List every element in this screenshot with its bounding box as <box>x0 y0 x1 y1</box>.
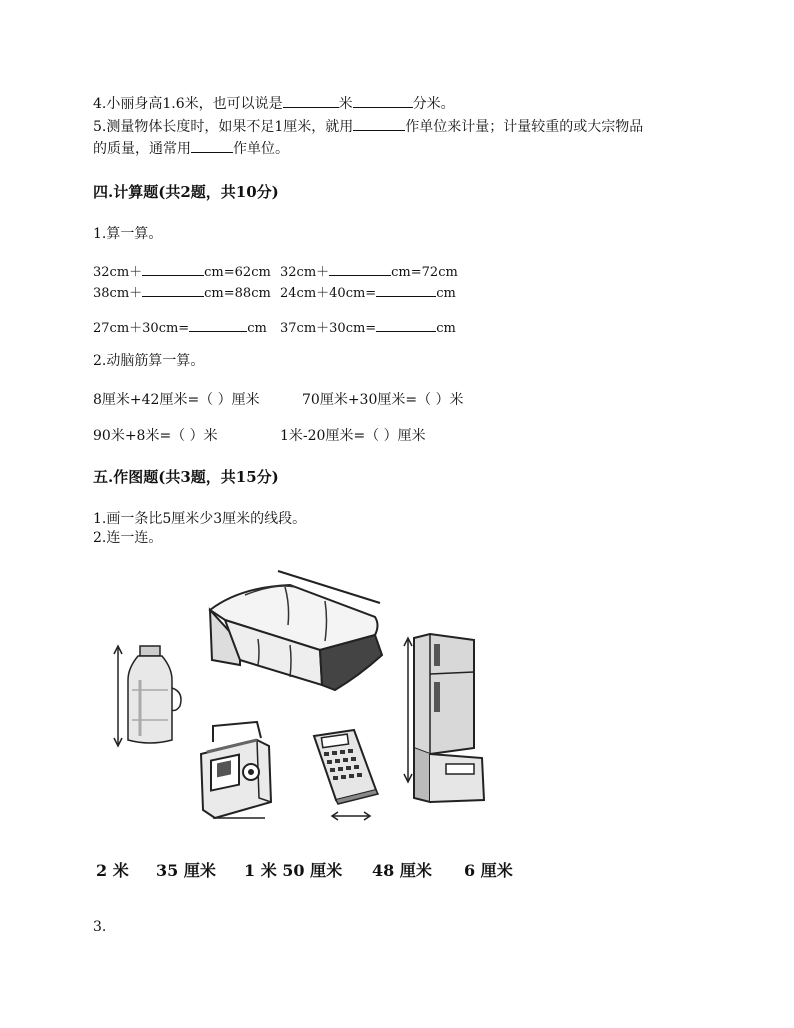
refrigerator-picture <box>400 630 490 810</box>
answer-blank[interactable] <box>353 94 413 108</box>
radio-picture <box>195 714 275 824</box>
draw-q1: 1.画一条比5厘米少3厘米的线段。 <box>93 511 307 527</box>
sofa-picture <box>200 565 390 695</box>
section-five-heading: 五.作图题(共3题，共15分) <box>93 468 279 486</box>
answer-blank[interactable] <box>191 139 233 153</box>
length-option[interactable]: 2 米 <box>96 861 129 880</box>
answer-blank[interactable] <box>329 262 391 276</box>
calc-row2-right: 24cm＋40cm= cm <box>280 282 456 301</box>
bottle-picture <box>110 640 185 750</box>
calc-q2-item: 90米+8米=（ ）米 <box>93 428 218 444</box>
calc-q2-label: 2.动脑筋算一算。 <box>93 353 205 369</box>
draw-q2: 2.连一连。 <box>93 530 163 546</box>
question-5-cont: 的质量，通常用 作单位。 <box>93 141 289 157</box>
question-5: 5.测量物体长度时，如果不足1厘米，就用 作单位来计量；计量较重的或大宗物品 <box>93 119 644 135</box>
length-option[interactable]: 6 厘米 <box>464 861 513 880</box>
calc-q2-item: 1米-20厘米=（ ）厘米 <box>280 428 426 444</box>
length-option[interactable]: 1 米 50 厘米 <box>244 861 343 880</box>
calc-row3-right: 37cm＋30cm= cm <box>280 317 456 336</box>
answer-blank[interactable] <box>353 117 405 131</box>
calculator-picture <box>310 726 380 821</box>
calc-q2-item: 8厘米+42厘米=（ ）厘米 <box>93 392 260 408</box>
answer-blank[interactable] <box>189 318 247 332</box>
length-option[interactable]: 48 厘米 <box>372 861 432 880</box>
answer-blank[interactable] <box>142 283 204 297</box>
calc-row3-left: 27cm＋30cm= cm <box>93 317 267 336</box>
calc-q1-label: 1.算一算。 <box>93 226 163 242</box>
calc-row1-right: 32cm＋ cm=72cm <box>280 261 458 280</box>
calc-q2-item: 70厘米+30厘米=（ ）米 <box>302 392 464 408</box>
calc-row1-left: 32cm＋ cm=62cm <box>93 261 271 280</box>
answer-blank[interactable] <box>142 262 204 276</box>
question-4: 4.小丽身高1.6米，也可以说是 米 分米。 <box>93 96 455 112</box>
section-four-heading: 四.计算题(共2题，共10分) <box>93 183 279 201</box>
answer-blank[interactable] <box>283 94 339 108</box>
answer-blank[interactable] <box>376 283 436 297</box>
draw-q3: 3. <box>93 919 107 935</box>
answer-blank[interactable] <box>376 318 436 332</box>
calc-row2-left: 38cm＋ cm=88cm <box>93 282 271 301</box>
length-option[interactable]: 35 厘米 <box>156 861 216 880</box>
